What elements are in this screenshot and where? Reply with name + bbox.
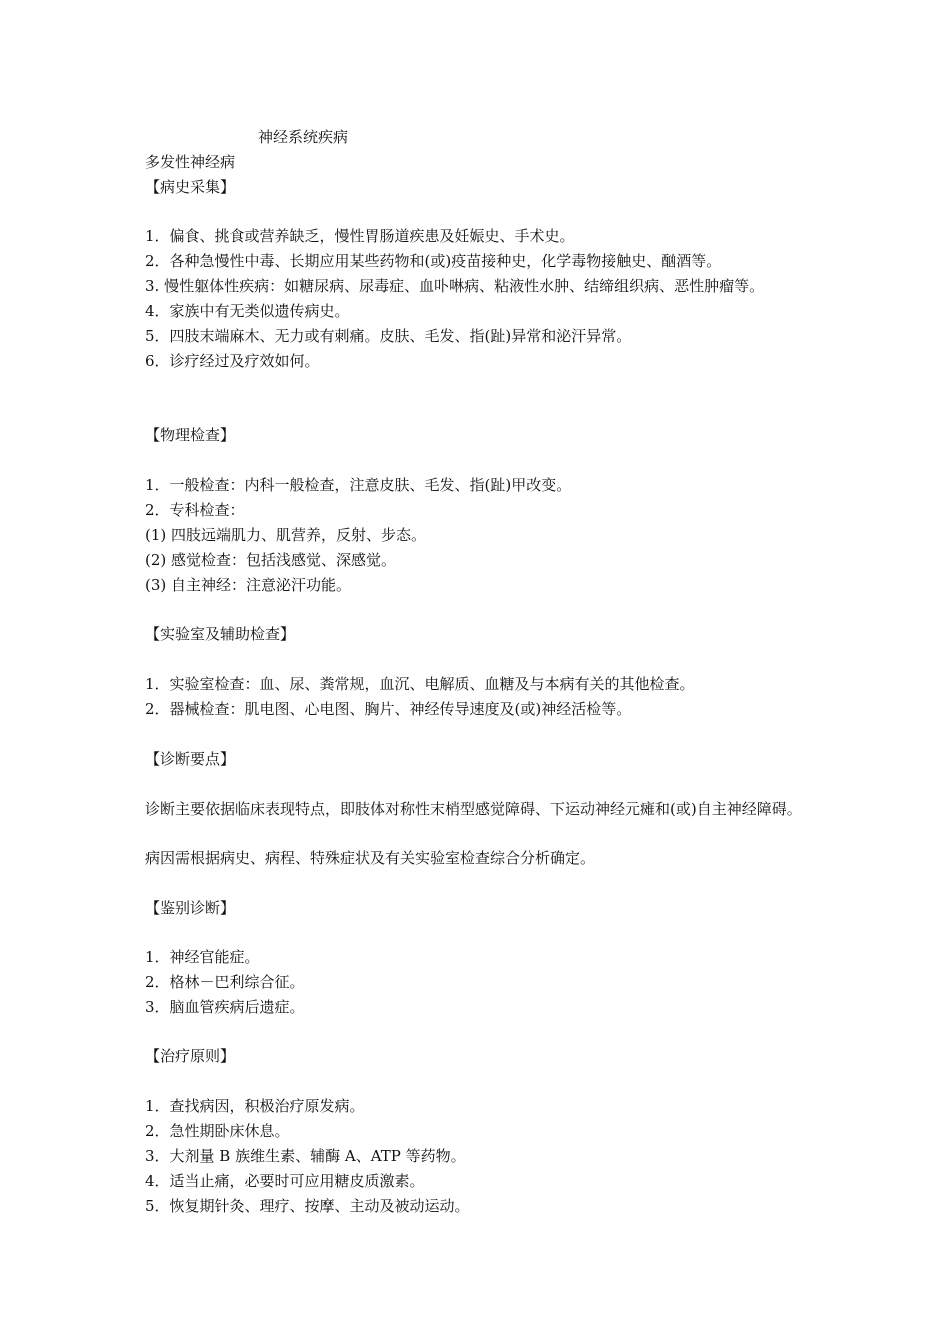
differential-item-2: 2．格林－巴利综合征。 — [145, 973, 305, 991]
treatment-item-2: 2．急性期卧床休息。 — [145, 1122, 290, 1140]
history-item-4: 4．家族中有无类似遗传病史。 — [145, 302, 350, 320]
history-item-3: 3. 慢性躯体性疾病：如糖尿病、尿毒症、血卟啉病、粘液性水肿、结缔组织病、恶性肿瘤等。 — [145, 277, 765, 295]
document-title: 神经系统疾病 — [258, 128, 349, 146]
treatment-item-1: 1．查找病因，积极治疗原发病。 — [145, 1097, 365, 1115]
treatment-item-4: 4．适当止痛，必要时可应用糖皮质激素。 — [145, 1172, 425, 1190]
differential-item-3: 3．脑血管疾病后遗症。 — [145, 998, 305, 1016]
history-item-2: 2．各种急慢性中毒、长期应用某些药物和(或)疫苗接种史，化学毒物接触史、酗酒等。 — [145, 252, 722, 270]
physical-item-1: 1．一般检查：内科一般检查，注意皮肤、毛发、指(趾)甲改变。 — [145, 476, 572, 494]
history-item-6: 6．诊疗经过及疗效如何。 — [145, 352, 320, 370]
document-subtitle: 多发性神经病 — [145, 153, 236, 171]
section-heading-physical: 【物理检查】 — [145, 426, 236, 444]
section-heading-treatment: 【治疗原则】 — [145, 1047, 236, 1065]
diagnosis-paragraph-1: 诊断主要依据临床表现特点，即肢体对称性末梢型感觉障碍、下运动神经元瘫和(或)自主神经障碍。 — [145, 800, 802, 818]
lab-item-2: 2．器械检查：肌电图、心电图、胸片、神经传导速度及(或)神经活检等。 — [145, 700, 632, 718]
physical-item-5: (3) 自主神经：注意泌汗功能。 — [145, 576, 352, 594]
differential-item-1: 1．神经官能症。 — [145, 948, 260, 966]
physical-item-3: (1) 四肢远端肌力、肌营养，反射、步态。 — [145, 526, 427, 544]
physical-item-2: 2．专科检查： — [145, 501, 245, 519]
section-heading-differential: 【鉴别诊断】 — [145, 899, 236, 917]
section-heading-history: 【病史采集】 — [145, 178, 236, 196]
section-heading-lab: 【实验室及辅助检查】 — [145, 625, 296, 643]
treatment-item-5: 5．恢复期针灸、理疗、按摩、主动及被动运动。 — [145, 1197, 470, 1215]
history-item-1: 1．偏食、挑食或营养缺乏，慢性胃肠道疾患及妊娠史、手术史。 — [145, 227, 575, 245]
section-heading-diagnosis: 【诊断要点】 — [145, 750, 236, 768]
diagnosis-paragraph-2: 病因需根据病史、病程、特殊症状及有关实验室检查综合分析确定。 — [145, 849, 596, 867]
lab-item-1: 1．实验室检查：血、尿、粪常规，血沉、电解质、血糖及与本病有关的其他检查。 — [145, 675, 695, 693]
physical-item-4: (2) 感觉检查：包括浅感觉、深感觉。 — [145, 551, 397, 569]
history-item-5: 5．四肢末端麻木、无力或有刺痛。皮肤、毛发、指(趾)异常和泌汗异常。 — [145, 327, 632, 345]
treatment-item-3: 3．大剂量 B 族维生素、辅酶 A、ATP 等药物。 — [145, 1147, 466, 1165]
